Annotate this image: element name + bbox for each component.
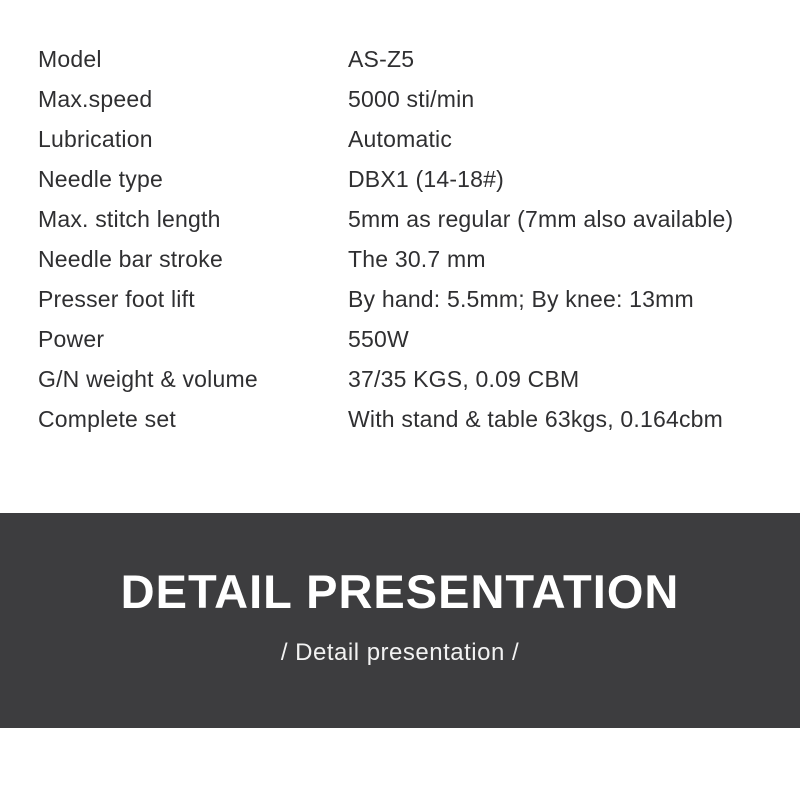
spec-row-power — [38, 319, 790, 359]
detail-presentation-banner — [0, 513, 800, 728]
spec-label: Model — [38, 45, 102, 72]
spec-row-lubrication — [38, 119, 790, 159]
spec-label: Presser foot lift — [38, 285, 195, 312]
spec-value: The 30.7 mm — [348, 245, 486, 272]
banner-subtitle: / Detail presentation / — [280, 639, 520, 666]
spec-row-needle-bar-stroke — [38, 239, 790, 279]
spec-value: AS-Z5 — [348, 45, 415, 72]
spec-value: 550W — [348, 325, 409, 352]
spec-value: 5mm as regular (7mm also available) — [348, 205, 734, 232]
spec-value: By hand: 5.5mm; By knee: 13mm — [348, 285, 694, 312]
spec-value: DBX1 (14-18#) — [348, 165, 505, 192]
spec-value: 37/35 KGS, 0.09 CBM — [348, 365, 580, 392]
banner-title: DETAIL PRESENTATION — [120, 565, 680, 618]
spec-row-max-stitch-length — [38, 199, 790, 239]
spec-label: Max.speed — [38, 85, 153, 112]
spec-label: Max. stitch length — [38, 205, 221, 232]
spec-label: Complete set — [38, 405, 176, 432]
spec-label: G/N weight & volume — [38, 365, 258, 392]
spec-row-model — [38, 39, 790, 79]
spec-value: Automatic — [348, 125, 453, 152]
spec-value: 5000 sti/min — [348, 85, 475, 112]
spec-row-complete-set — [38, 399, 790, 439]
spec-label: Power — [38, 325, 105, 352]
spec-label: Needle type — [38, 165, 163, 192]
spec-label: Lubrication — [38, 125, 153, 152]
spec-value: With stand & table 63kgs, 0.164cbm — [348, 405, 724, 432]
spec-row-max-speed — [38, 79, 790, 119]
spec-row-needle-type — [38, 159, 790, 199]
spec-row-gn-weight-volume — [38, 359, 790, 399]
spec-row-presser-foot-lift — [38, 279, 790, 319]
spec-label: Needle bar stroke — [38, 245, 223, 272]
